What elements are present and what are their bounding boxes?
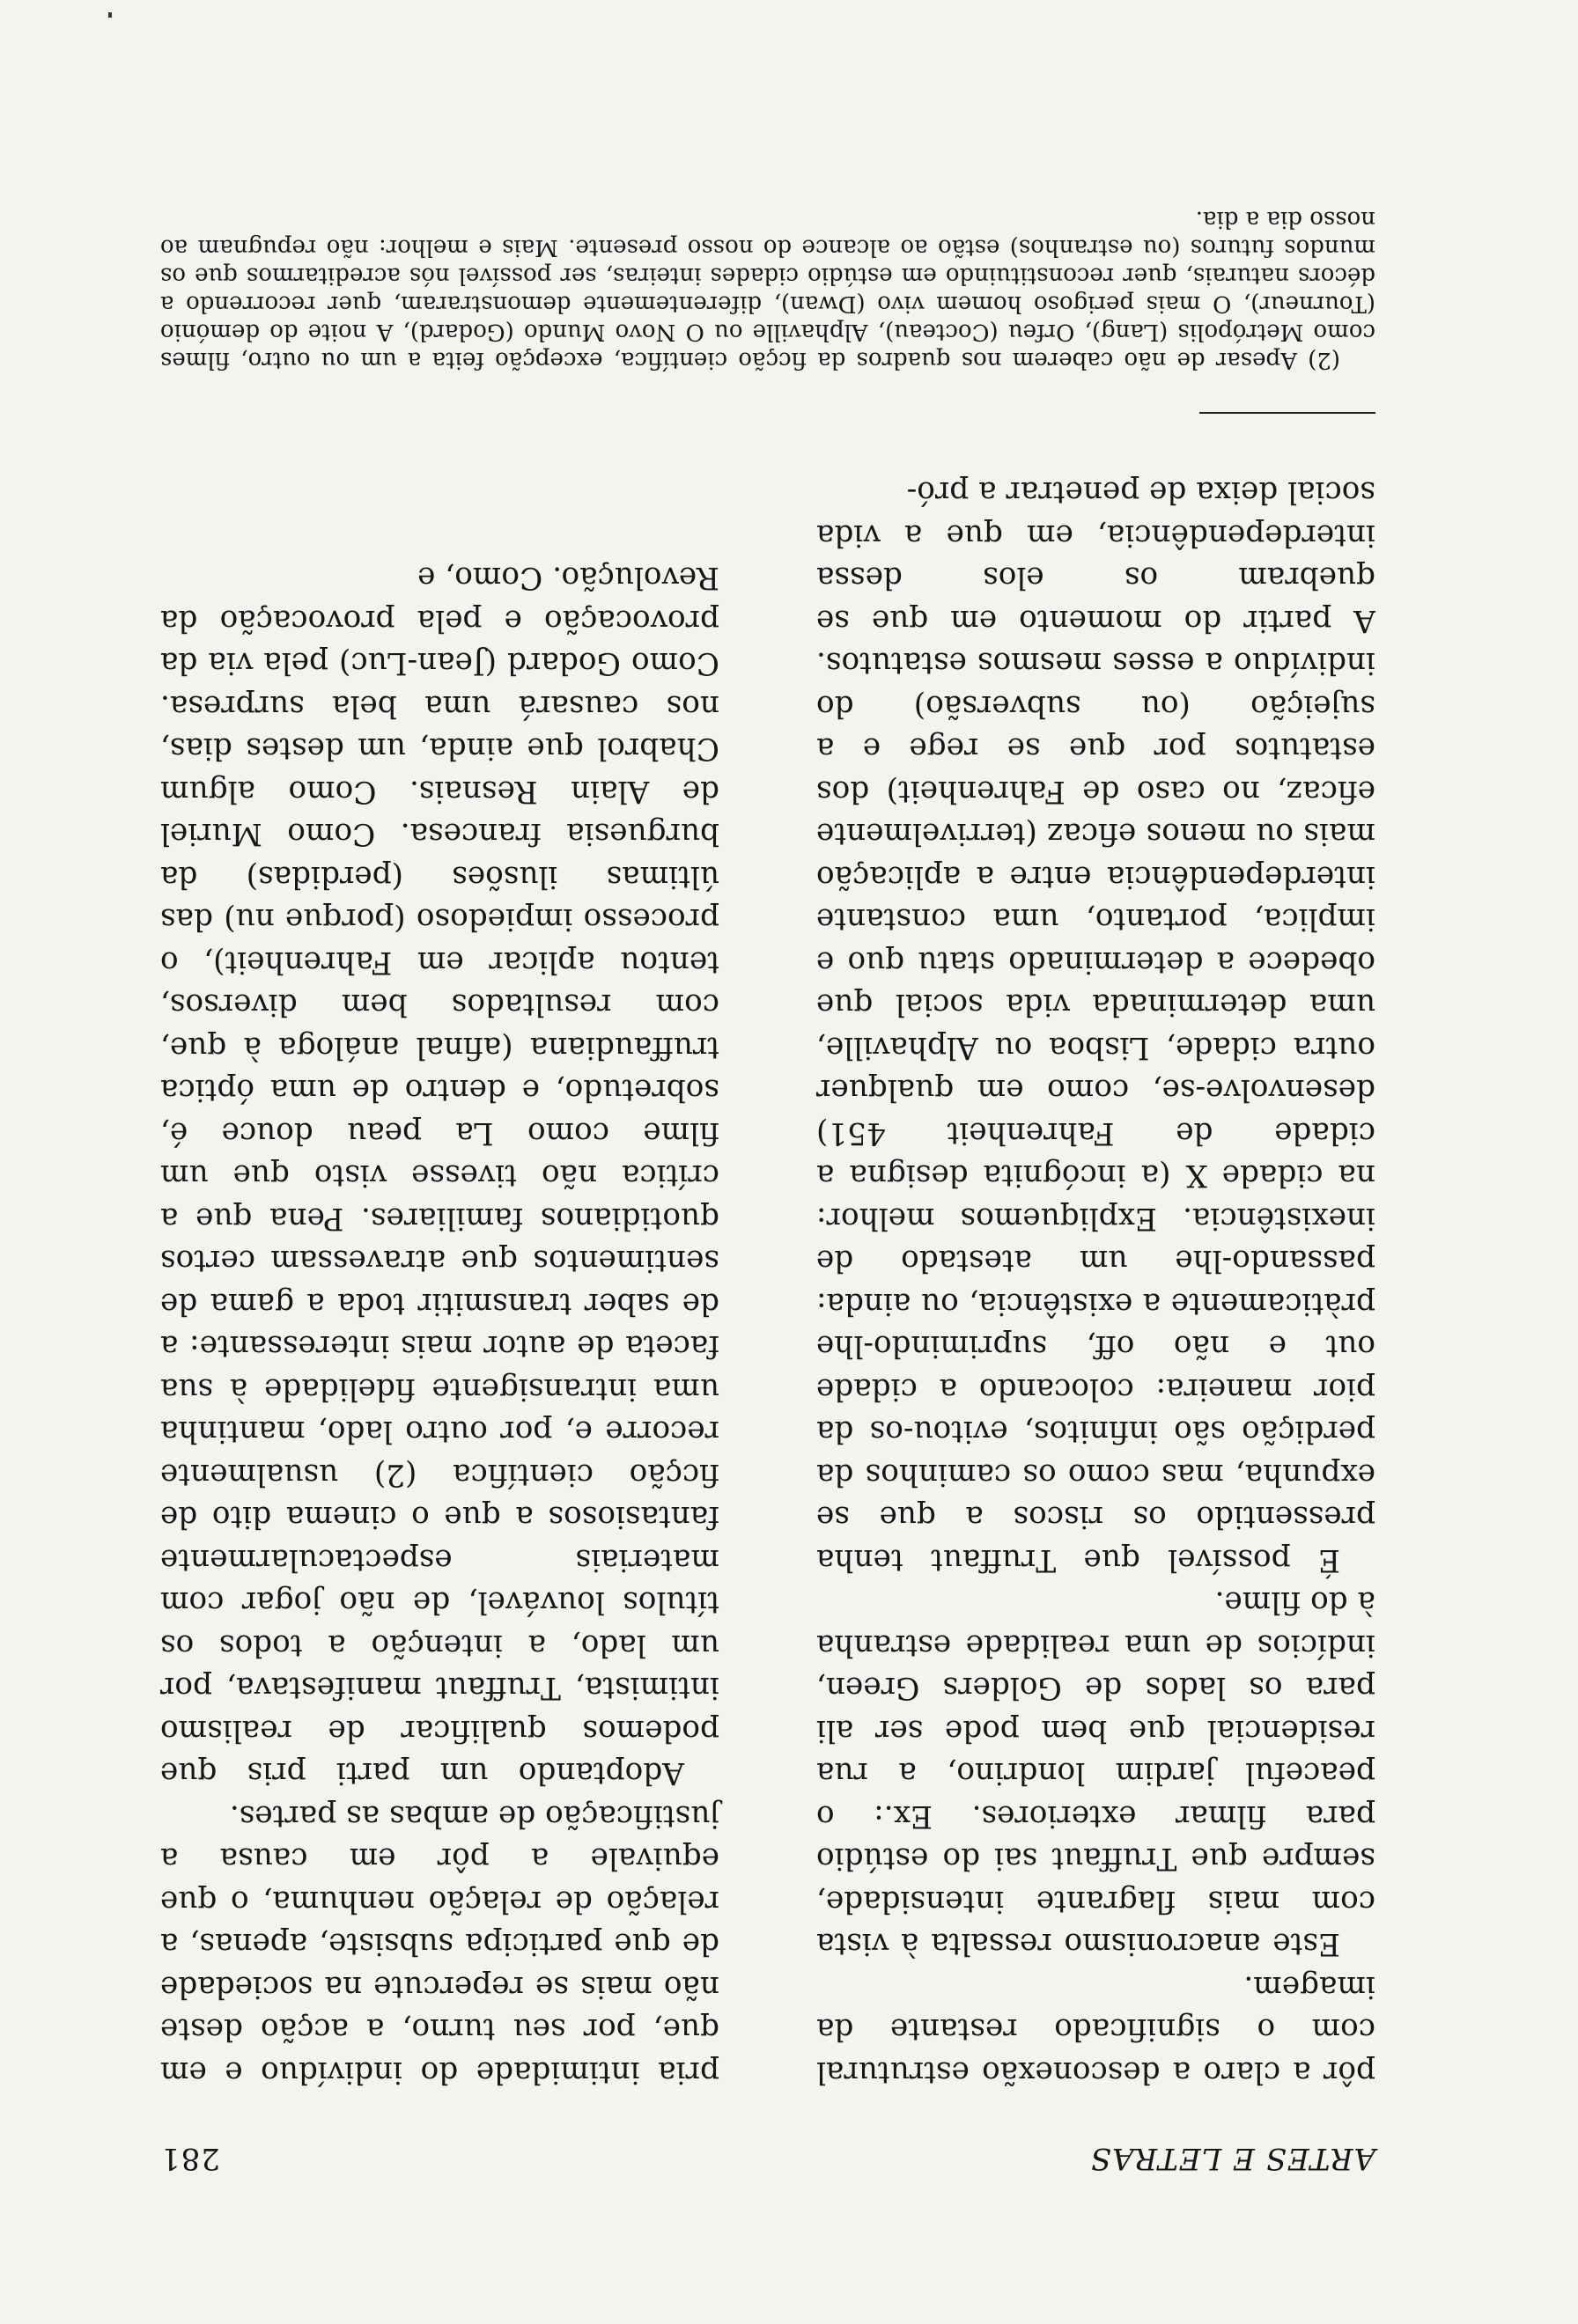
paragraph: Este anacronismo ressalta à vista com mais flagrante intensidade, sempre que Truffaut sai do estúdio para filmar exteriores. Ex.: o peaceful jardim londrino, a rua residencial que bem pode ser ali para os lados de Golders Green, indícios de uma realidade estranha à do filme. [816,1585,1375,1962]
paragraph: pôr a claro a desconexão estrutural com o significado restante da imagem. [816,1969,1375,2090]
footnote: (2) Apesar de não caberem nos quadros da ficção científica, excepção feita a um ou outro, filmes como Metrópolis (Lang), Orfeu (Cocteau), Alphaville ou O Novo Mundo (Godard), A noite do demónio (Tourneur), O mais perigoso homem vivo (Dwan), diferentemente demonstraram, quer recorrendo a décors naturais, quer reconstituindo em estúdio cidades inteiras, ser possível nós acreditarmos que os mundos futuros (ou estranhos) estão ao alcance do nosso presente. Mais e melhor: não repugnam ao nosso dia a dia. [160,206,1375,373]
footnote-divider [1199,412,1375,414]
paragraph: pria intimidade do indivíduo e em que, por seu turno, a acção deste não mais se repercute na sociedade de que participa subsiste, apenas, a relação de relação nenhuma, o que equivale a pôr em causa a justificação de ambas as partes. [160,1798,719,2090]
scan-speck [108,12,112,18]
running-title: ARTES E LETRAS [1089,2141,1375,2176]
text-column-right [160,556,719,2093]
footnotes [160,205,1375,374]
paragraph: É possível que Truffaut tenha pressentido os riscos a que se expunha, mas como os caminhos da perdição são infinitos, evitou-os da pior maneira: colocando a cidade out e não off, suprimindo-lhe pràticamente a existência, ou ainda: passando-lhe um atestado de inexistência. Expliquemos melhor: na cidade X (a incógnita designa a cidade de Fahrenheit 451) desenvolve-se, como em qualquer outra cidade, Lisboa ou Alphaville, uma determinada vida social que obedece a determinado statu quo e implica, portanto, uma constante interdependência entre a aplicação mais ou menos eficaz (terrivelmente eficaz, no caso de Fahrenheit) dos estatutos por que se rege e a sujeição (ou subversão) do indivíduo a esses mesmos estatutos. A partir do momento em que se quebram os elos dessa interdependência, em que a vida social deixa de penetrar a pró- [816,474,1375,1578]
page-header [160,2132,1375,2176]
text-column-left [816,471,1375,2093]
page-number: 281 [160,2141,220,2176]
paragraph: Adoptando um parti pris que podemos qualificar de realismo intimista, Truffaut manifestava, por um lado, a intenção a todos os títulos louvável, de não jogar com materiais espectacularmente fantasiosos a que o cinema dito de ficção científica (2) usualmente recorre e, por outro lado, mantinha uma intransigente fidelidade à sua faceta de autor mais interessante: a de saber transmitir toda a gama de sentimentos que atravessam certos quotidianos familiares. Pena que a crítica não tivesse visto que um filme como La peau douce é, sobretudo, e dentro de uma óptica truffaudiana (afinal análoga à que, com resultados bem diversos, tentou aplicar em Fahrenheit), o processo impiedoso (porque nu) das últimas ilusões (perdidas) da burguesia francesa. Como Muriel de Alain Resnais. Como algum Chabrol que ainda, um destes dias, nos causará uma bela surpresa. Como Godard (Jean-Luc) pela via da provocação e pela provocação da Revolução. Como, e [160,560,719,1791]
